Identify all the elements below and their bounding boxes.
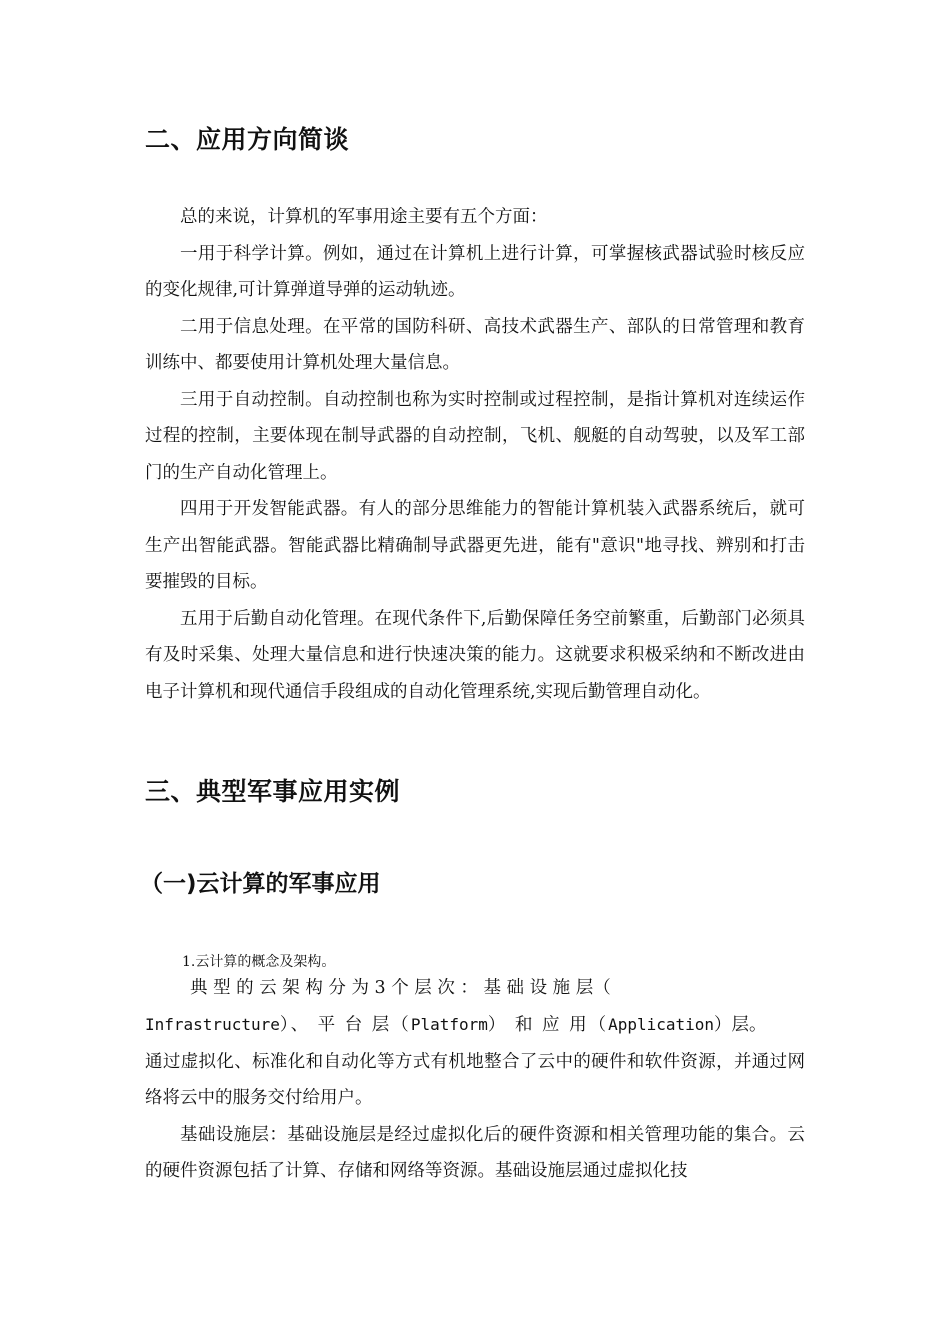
term-platform: Platform: [410, 1015, 488, 1034]
text-platform-layer: ）、 平 台 层（: [279, 1015, 411, 1035]
section-heading-typical-applications: 三、典型军事应用实例: [145, 777, 401, 806]
paragraph-logistics-automation: 五用于后勤自动化管理。在现代条件下,后勤保障任务空前繁重，后勤部门必须具有及时采集、处理大量信息和进行快速决策的能力。这就要求积极采纳和不断改进由电子计算机和现代通信手段组成的自动化管理系统,实现后勤管理自动化。: [145, 608, 805, 702]
cloud-architecture-line-1: 典 型 的 云 架 构 分 为 3 个 层 次 ： 基 础 设 施 层（: [190, 978, 611, 998]
text-layer-end: ）层。: [714, 1015, 767, 1035]
cloud-architecture-line-2: [145, 1007, 805, 1044]
paragraph-cloud-integration: 通过虚拟化、标准化和自动化等方式有机地整合了云中的硬件和软件资源，并通过网络将云中的服务交付给用户。: [145, 1051, 805, 1108]
subsection-heading-cloud-computing: （一)云计算的军事应用: [140, 871, 381, 897]
paragraph-infrastructure-layer: 基础设施层：基础设施层是经过虚拟化后的硬件资源和相关管理功能的集合。云的硬件资源包括了计算、存储和网络等资源。基础设施层通过虚拟化技: [145, 1124, 805, 1181]
paragraph-scientific-computing: 一用于科学计算。例如，通过在计算机上进行计算，可掌握核武器试验时核反应的变化规律,可计算弹道导弹的运动轨迹。: [145, 243, 805, 300]
paragraph-automatic-control: 三用于自动控制。自动控制也称为实时控制或过程控制，是指计算机对连续运作过程的控制，主要体现在制导武器的自动控制，飞机、舰艇的自动驾驶，以及军工部门的生产自动化管理上。: [145, 389, 805, 483]
item-label-cloud-concept: 1.云计算的概念及架构。: [182, 954, 336, 970]
section-heading-application-directions: 二、应用方向简谈: [145, 125, 350, 154]
term-application: Application: [608, 1015, 715, 1034]
paragraph-intelligent-weapons: 四用于开发智能武器。有人的部分思维能力的智能计算机装入武器系统后，就可生产出智能武器。智能武器比精确制导武器更先进，能有"意识"地寻找、辨别和打击要摧毁的目标。: [145, 499, 805, 592]
paragraph-intro: 总的来说，计算机的军事用途主要有五个方面：: [180, 207, 548, 227]
paragraph-information-processing: 二用于信息处理。在平常的国防科研、高技术武器生产、部队的日常管理和教育训练中、都要使用计算机处理大量信息。: [145, 316, 805, 373]
text-application: ） 和 应 用（: [487, 1015, 609, 1035]
term-infrastructure: Infrastructure: [145, 1015, 280, 1034]
